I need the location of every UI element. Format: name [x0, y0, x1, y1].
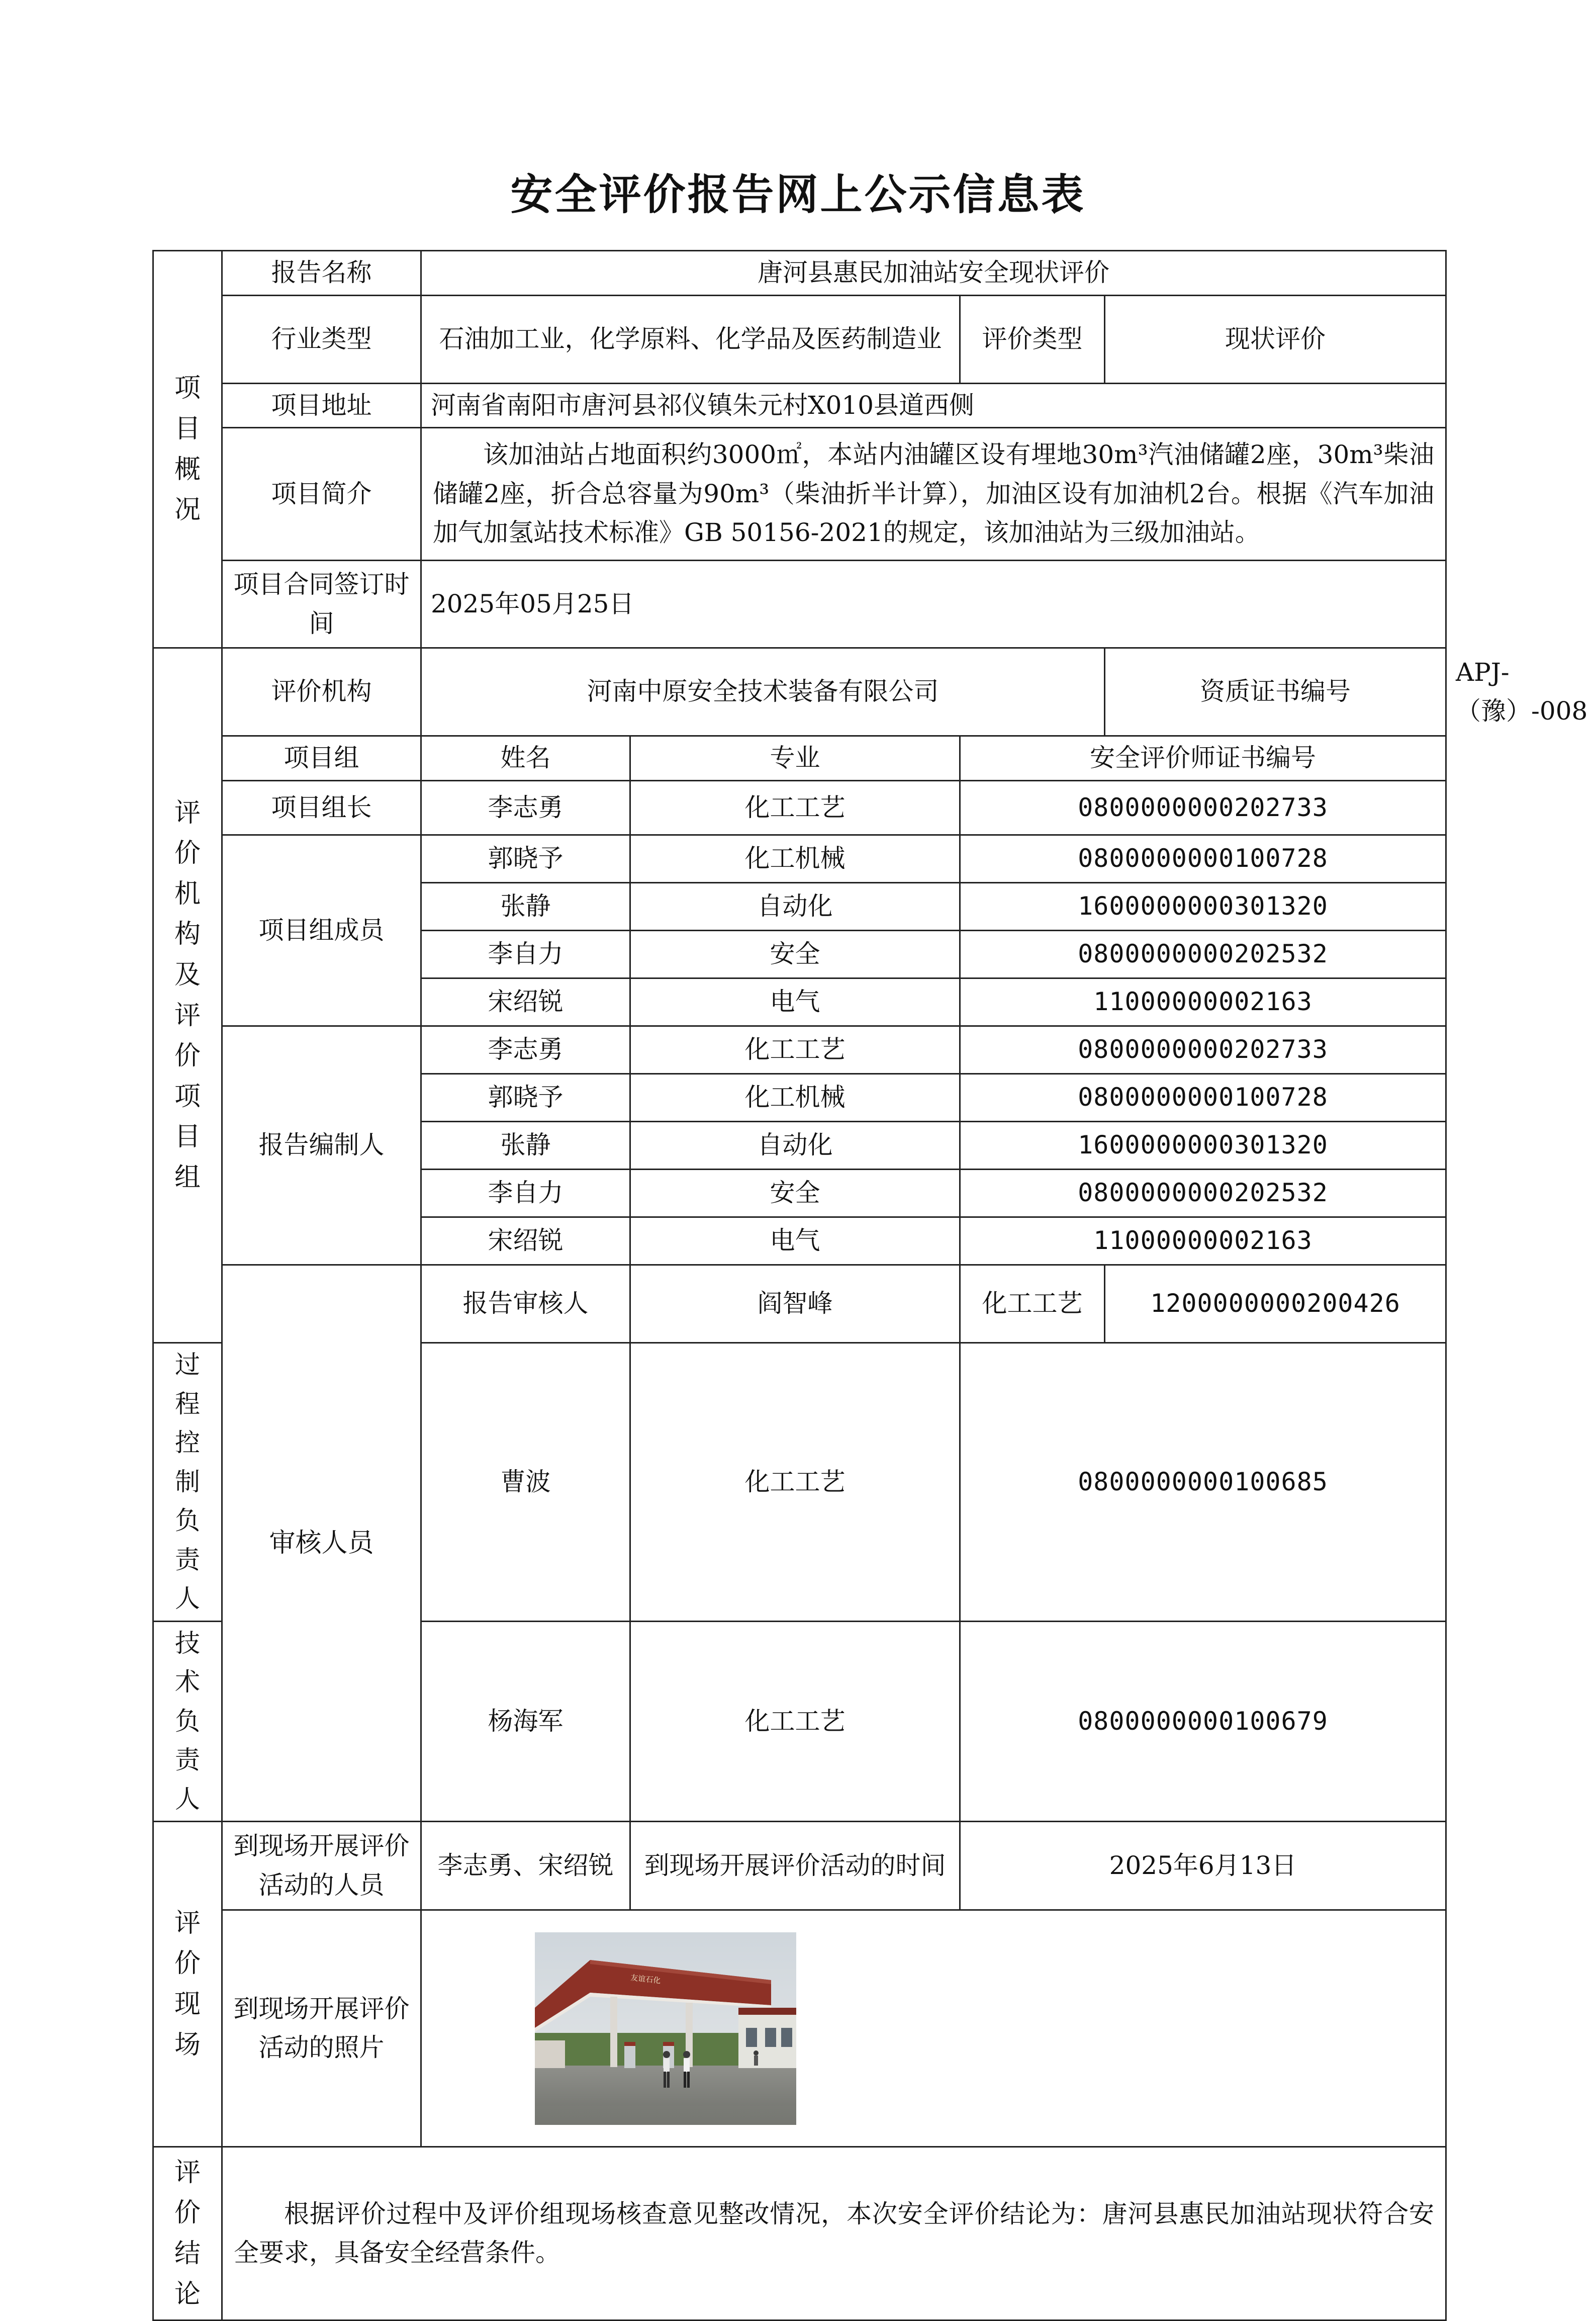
header-major: 专业: [630, 736, 960, 781]
site-time-label: 到现场开展评价活动的时间: [630, 1822, 960, 1910]
author-major: 电气: [630, 1217, 960, 1265]
author-cert: 1600000000301320: [960, 1122, 1446, 1170]
info-table: 项目概况 报告名称 唐河县惠民加油站安全现状评价 行业类型 石油加工业，化学原料、化学品及医药制造业 评价类型 现状评价 项目地址 河南省南阳市唐河县祁仪镇朱元村X010县道西侧 项目简介 该加油站占地面积约3000㎡，本站内油罐区设有埋地30m³汽油储罐2座，30m³柴油储罐2座，折合总容量为90m³（柴油折半计算），加油区设有加油机2台。根据《汽车加油加气加氢站技术标准》GB 50156-2021的规定，该加油站为三级加油站。 项目合同签订时间 2025年05月25日 评价机构及评价项目组 评价机构 河南中原安全技术装备有限公司 资质证书编号 APJ-（豫）-008 项目组 姓名 专业 安全评价师证书编号 项目组长 李志勇 化工工艺 0800000000202733 项目组成员 郭晓予 化工机械 0800000000100728 张静 自动化 1600000000301320 李自力 安全 0800000000202532 宋绍锐 电气 11000000002163 报告编制人 李志勇 化工工艺 0800000000202733 郭晓予 化工机械 0800000000100728 张静 自动化 1600000000301320 李自力 安全 0800000000202532 宋绍锐 电气 11000000002163 审核人员 报告审核人 阎智峰 化工工艺 1200000000200426 过程控制负责人 曹波 化工工艺 0800000000100685 技术负责人 杨海军 化工工艺 0800000000100679 评价现场 到现场开展评价活动的人员 李志勇、宋绍锐 到现场开展评价活动的时间 2025年6月13日 到现场开展评价活动的照片 友谊石化 评价结论 根据评价过程中及评价组现场核查意见整改情况，本次安全评价结论为：唐河县惠民加油站现状符合安全要求，具备安全经营条件。: [152, 250, 1447, 2321]
site-people-value: 李志勇、宋绍锐: [421, 1822, 630, 1910]
section-agency-team: 评价机构及评价项目组: [153, 648, 222, 1343]
agency-label: 评价机构: [222, 648, 421, 736]
reviewer-role: 过程控制负责人: [153, 1343, 222, 1622]
member-major: 化工机械: [630, 835, 960, 883]
contract-date-value: 2025年05月25日: [421, 561, 1446, 648]
evaluation-type-value: 现状评价: [1105, 295, 1446, 383]
member-cert: 11000000002163: [960, 978, 1446, 1026]
author-cert: 11000000002163: [960, 1217, 1446, 1265]
section-site: 评价现场: [153, 1822, 222, 2147]
section-project-overview: 项目概况: [153, 251, 222, 648]
contract-date-label: 项目合同签订时间: [222, 561, 421, 648]
section-conclusion: 评价结论: [153, 2147, 222, 2320]
member-major: 电气: [630, 978, 960, 1026]
industry-type-value: 石油加工业，化学原料、化学品及医药制造业: [421, 295, 960, 383]
site-time-value: 2025年6月13日: [960, 1822, 1446, 1910]
industry-type-label: 行业类型: [222, 295, 421, 383]
leader-label: 项目组长: [222, 781, 421, 835]
site-photo-label: 到现场开展评价活动的照片: [222, 1910, 421, 2147]
author-cert: 0800000000202733: [960, 1026, 1446, 1074]
member-major: 自动化: [630, 883, 960, 931]
section-reviewers: 审核人员: [222, 1265, 421, 1822]
header-cert: 安全评价师证书编号: [960, 736, 1446, 781]
member-name: 宋绍锐: [421, 978, 630, 1026]
reviewer-major: 化工工艺: [630, 1343, 960, 1622]
author-major: 化工工艺: [630, 1026, 960, 1074]
site-people-label: 到现场开展评价活动的人员: [222, 1822, 421, 1910]
author-cert: 0800000000100728: [960, 1074, 1446, 1122]
members-label: 项目组成员: [222, 835, 421, 1026]
project-intro-cell: [421, 428, 1446, 561]
cert-number-label: 资质证书编号: [1105, 648, 1446, 736]
author-name: 李志勇: [421, 1026, 630, 1074]
reviewer-name: 曹波: [421, 1343, 630, 1622]
reviewer-name: 杨海军: [421, 1621, 630, 1822]
member-cert: 0800000000100728: [960, 835, 1446, 883]
member-cert: 0800000000202532: [960, 931, 1446, 978]
member-name: 李自力: [421, 931, 630, 978]
project-address-value: 河南省南阳市唐河县祁仪镇朱元村X010县道西侧: [421, 383, 1446, 428]
author-major: 化工机械: [630, 1074, 960, 1122]
member-cert: 1600000000301320: [960, 883, 1446, 931]
leader-name: 李志勇: [421, 781, 630, 835]
leader-cert: 0800000000202733: [960, 781, 1446, 835]
project-address-label: 项目地址: [222, 383, 421, 428]
author-name: 张静: [421, 1122, 630, 1170]
report-name-value: 唐河县惠民加油站安全现状评价: [421, 251, 1446, 296]
gas-station-photo: [535, 1932, 796, 2125]
reviewer-major: 化工工艺: [630, 1621, 960, 1822]
evaluation-type-label: 评价类型: [960, 295, 1105, 383]
author-name: 李自力: [421, 1170, 630, 1217]
project-intro-label: 项目简介: [222, 428, 421, 561]
leader-major: 化工工艺: [630, 781, 960, 835]
reviewer-cert: 0800000000100685: [960, 1343, 1446, 1622]
authors-label: 报告编制人: [222, 1026, 421, 1265]
reviewer-name: 阎智峰: [630, 1265, 960, 1343]
photo-sign-text: 友谊石化: [630, 1973, 662, 1985]
reviewer-cert: 0800000000100679: [960, 1621, 1446, 1822]
author-name: 宋绍锐: [421, 1217, 630, 1265]
member-name: 张静: [421, 883, 630, 931]
conclusion-cell: [222, 2147, 1446, 2320]
report-name-label: 报告名称: [222, 251, 421, 296]
project-intro-value: 该加油站占地面积约3000㎡，本站内油罐区设有埋地30m³汽油储罐2座，30m³柴油储罐2座，折合总容量为90m³（柴油折半计算），加油区设有加油机2台。根据《汽车加油加气加氢站技术标准》GB 50156-2021的规定，该加油站为三级加油站。: [433, 440, 1435, 548]
header-group: 项目组: [222, 736, 421, 781]
reviewer-cert: 1200000000200426: [1105, 1265, 1446, 1343]
author-major: 安全: [630, 1170, 960, 1217]
reviewer-role: 报告审核人: [421, 1265, 630, 1343]
reviewer-major: 化工工艺: [960, 1265, 1105, 1343]
member-name: 郭晓予: [421, 835, 630, 883]
member-major: 安全: [630, 931, 960, 978]
conclusion-text: 根据评价过程中及评价组现场核查意见整改情况，本次安全评价结论为：唐河县惠民加油站现状符合安全要求，具备安全经营条件。: [234, 2199, 1435, 2267]
header-name: 姓名: [421, 736, 630, 781]
author-major: 自动化: [630, 1122, 960, 1170]
author-name: 郭晓予: [421, 1074, 630, 1122]
author-cert: 0800000000202532: [960, 1170, 1446, 1217]
site-photo-cell: [421, 1910, 1446, 2147]
agency-value: 河南中原安全技术装备有限公司: [421, 648, 1105, 736]
reviewer-role: 技术负责人: [153, 1621, 222, 1822]
page-title: 安全评价报告网上公示信息表: [510, 170, 1086, 219]
